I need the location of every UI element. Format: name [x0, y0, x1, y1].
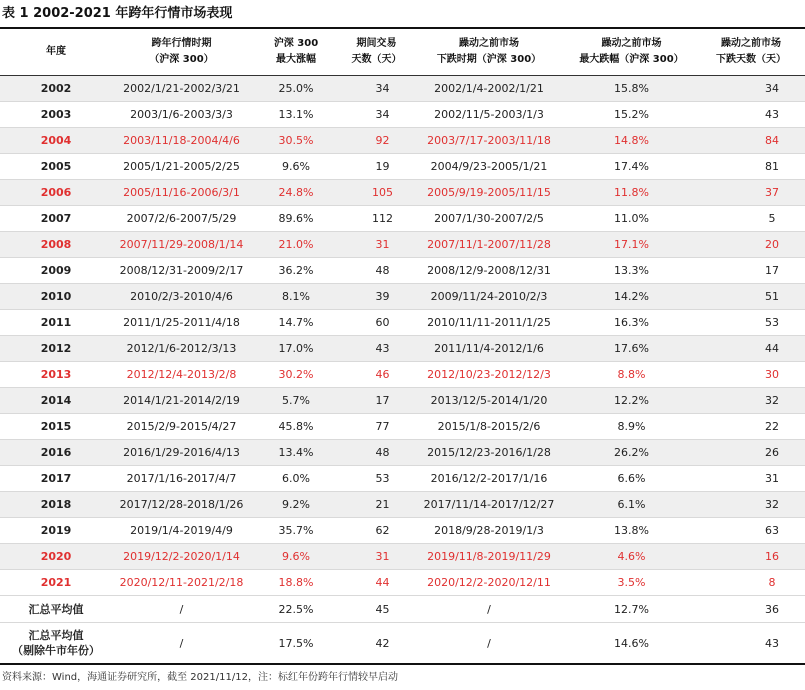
max-drop-cell: 15.2%	[566, 102, 697, 128]
down-days-cell: 63	[697, 518, 805, 544]
max-drop-cell: 17.1%	[566, 232, 697, 258]
table-row	[0, 388, 805, 414]
year-cell: 2012	[0, 336, 112, 362]
header-trading-days: 期间交易 天数（天）	[341, 29, 412, 76]
max-gain-cell: 30.5%	[251, 128, 341, 154]
trading-days-cell: 43	[341, 336, 412, 362]
max-drop-cell: 16.3%	[566, 310, 697, 336]
year-cell: 2007	[0, 206, 112, 232]
down-period-cell: /	[412, 623, 566, 665]
trading-days-cell: 21	[341, 492, 412, 518]
max-gain-cell: 9.2%	[251, 492, 341, 518]
table-row	[0, 180, 805, 206]
trading-days-cell: 53	[341, 466, 412, 492]
max-gain-cell: 30.2%	[251, 362, 341, 388]
max-drop-cell: 17.4%	[566, 154, 697, 180]
max-drop-cell: 15.8%	[566, 76, 697, 102]
max-drop-cell: 26.2%	[566, 440, 697, 466]
max-drop-cell: 14.8%	[566, 128, 697, 154]
year-cell: 2009	[0, 258, 112, 284]
trading-days-cell: 34	[341, 76, 412, 102]
max-gain-cell: 17.5%	[251, 623, 341, 665]
max-drop-cell: 12.2%	[566, 388, 697, 414]
summary-label	[0, 596, 112, 623]
year-cell: 2003	[0, 102, 112, 128]
max-drop-cell: 13.8%	[566, 518, 697, 544]
source-note: 资料来源：Wind，海通证券研究所，截至 2021/11/12，注：标红年份跨年行情较早启动	[2, 672, 398, 683]
table-row	[0, 518, 805, 544]
rally-period-cell: 2007/2/6-2007/5/29	[112, 206, 251, 232]
summary-row	[0, 596, 805, 623]
year-cell: 2010	[0, 284, 112, 310]
table-row	[0, 76, 805, 102]
table-row	[0, 154, 805, 180]
max-gain-cell: 45.8%	[251, 414, 341, 440]
down-period-cell: 2009/11/24-2010/2/3	[412, 284, 566, 310]
down-days-cell: 43	[697, 102, 805, 128]
max-gain-cell: 9.6%	[251, 154, 341, 180]
year-cell: 2015	[0, 414, 112, 440]
down-period-cell: 2002/11/5-2003/1/3	[412, 102, 566, 128]
down-days-cell: 37	[697, 180, 805, 206]
max-gain-cell: 8.1%	[251, 284, 341, 310]
summary-label-line1: 汇总平均值	[28, 629, 84, 642]
max-drop-cell: 14.2%	[566, 284, 697, 310]
table-title: 表 1 2002-2021 年跨年行情市场表现	[2, 6, 233, 21]
trading-days-cell: 45	[341, 596, 412, 623]
rally-period-cell: 2005/11/16-2006/3/1	[112, 180, 251, 206]
down-period-cell: 2010/11/11-2011/1/25	[412, 310, 566, 336]
table-row	[0, 440, 805, 466]
trading-days-cell: 17	[341, 388, 412, 414]
max-gain-cell: 18.8%	[251, 570, 341, 596]
rally-period-cell: 2012/1/6-2012/3/13	[112, 336, 251, 362]
max-gain-cell: 17.0%	[251, 336, 341, 362]
down-period-cell: 2005/9/19-2005/11/15	[412, 180, 566, 206]
rally-period-cell: 2003/1/6-2003/3/3	[112, 102, 251, 128]
rally-period-cell: 2002/1/21-2002/3/21	[112, 76, 251, 102]
year-cell: 2018	[0, 492, 112, 518]
rally-period-cell: 2012/12/4-2013/2/8	[112, 362, 251, 388]
table-row	[0, 128, 805, 154]
down-days-cell: 84	[697, 128, 805, 154]
trading-days-cell: 42	[341, 623, 412, 665]
trading-days-cell: 31	[341, 232, 412, 258]
table-row	[0, 414, 805, 440]
rally-period-cell: /	[112, 596, 251, 623]
rally-period-cell: 2019/12/2-2020/1/14	[112, 544, 251, 570]
down-period-cell: 2007/11/1-2007/11/28	[412, 232, 566, 258]
rally-period-cell: 2010/2/3-2010/4/6	[112, 284, 251, 310]
summary-label-line2: （剔除牛市年份）	[12, 644, 100, 657]
trading-days-cell: 34	[341, 102, 412, 128]
header-year: 年度	[0, 29, 112, 76]
year-cell: 2014	[0, 388, 112, 414]
down-days-cell: 22	[697, 414, 805, 440]
market-performance-table	[0, 29, 805, 665]
down-days-cell: 26	[697, 440, 805, 466]
down-days-cell: 32	[697, 388, 805, 414]
max-gain-cell: 22.5%	[251, 596, 341, 623]
max-drop-cell: 3.5%	[566, 570, 697, 596]
max-gain-cell: 9.6%	[251, 544, 341, 570]
down-period-cell: 2012/10/23-2012/12/3	[412, 362, 566, 388]
year-cell: 2013	[0, 362, 112, 388]
table-row	[0, 336, 805, 362]
down-days-cell: 5	[697, 206, 805, 232]
rally-period-cell: 2003/11/18-2004/4/6	[112, 128, 251, 154]
table-row	[0, 492, 805, 518]
max-drop-cell: 14.6%	[566, 623, 697, 665]
rally-period-cell: 2007/11/29-2008/1/14	[112, 232, 251, 258]
max-gain-cell: 13.4%	[251, 440, 341, 466]
rally-period-cell: 2014/1/21-2014/2/19	[112, 388, 251, 414]
table-row	[0, 258, 805, 284]
down-period-cell: 2020/12/2-2020/12/11	[412, 570, 566, 596]
down-days-cell: 32	[697, 492, 805, 518]
year-cell: 2019	[0, 518, 112, 544]
summary-label	[0, 623, 112, 665]
trading-days-cell: 31	[341, 544, 412, 570]
rally-period-cell: 2017/1/16-2017/4/7	[112, 466, 251, 492]
down-days-cell: 31	[697, 466, 805, 492]
down-period-cell: 2007/1/30-2007/2/5	[412, 206, 566, 232]
down-period-cell: 2017/11/14-2017/12/27	[412, 492, 566, 518]
trading-days-cell: 62	[341, 518, 412, 544]
down-days-cell: 17	[697, 258, 805, 284]
down-period-cell: 2015/12/23-2016/1/28	[412, 440, 566, 466]
down-days-cell: 8	[697, 570, 805, 596]
year-cell: 2006	[0, 180, 112, 206]
header-down-period: 躁动之前市场 下跌时期（沪深 300）	[412, 29, 566, 76]
year-cell: 2011	[0, 310, 112, 336]
down-days-cell: 20	[697, 232, 805, 258]
max-gain-cell: 21.0%	[251, 232, 341, 258]
header-period: 跨年行情时期 （沪深 300）	[112, 29, 251, 76]
down-days-cell: 44	[697, 336, 805, 362]
year-cell: 2021	[0, 570, 112, 596]
down-days-cell: 34	[697, 76, 805, 102]
table-row	[0, 544, 805, 570]
down-days-cell: 81	[697, 154, 805, 180]
table-row	[0, 310, 805, 336]
trading-days-cell: 105	[341, 180, 412, 206]
max-gain-cell: 24.8%	[251, 180, 341, 206]
year-cell: 2020	[0, 544, 112, 570]
year-cell: 2017	[0, 466, 112, 492]
max-gain-cell: 5.7%	[251, 388, 341, 414]
trading-days-cell: 48	[341, 440, 412, 466]
down-period-cell: /	[412, 596, 566, 623]
rally-period-cell: 2016/1/29-2016/4/13	[112, 440, 251, 466]
down-period-cell: 2019/11/8-2019/11/29	[412, 544, 566, 570]
down-period-cell: 2018/9/28-2019/1/3	[412, 518, 566, 544]
trading-days-cell: 92	[341, 128, 412, 154]
down-days-cell: 36	[697, 596, 805, 623]
header-max-gain: 沪深 300 最大涨幅	[251, 29, 341, 76]
down-days-cell: 30	[697, 362, 805, 388]
max-drop-cell: 4.6%	[566, 544, 697, 570]
year-cell: 2002	[0, 76, 112, 102]
max-drop-cell: 12.7%	[566, 596, 697, 623]
down-period-cell: 2003/7/17-2003/11/18	[412, 128, 566, 154]
max-gain-cell: 13.1%	[251, 102, 341, 128]
down-period-cell: 2016/12/2-2017/1/16	[412, 466, 566, 492]
trading-days-cell: 39	[341, 284, 412, 310]
year-cell: 2016	[0, 440, 112, 466]
max-gain-cell: 14.7%	[251, 310, 341, 336]
max-drop-cell: 6.1%	[566, 492, 697, 518]
trading-days-cell: 48	[341, 258, 412, 284]
table-row	[0, 466, 805, 492]
header-max-drop: 躁动之前市场 最大跌幅（沪深 300）	[566, 29, 697, 76]
down-days-cell: 51	[697, 284, 805, 310]
table-row	[0, 102, 805, 128]
max-gain-cell: 36.2%	[251, 258, 341, 284]
max-gain-cell: 35.7%	[251, 518, 341, 544]
max-drop-cell: 8.8%	[566, 362, 697, 388]
trading-days-cell: 44	[341, 570, 412, 596]
rally-period-cell: 2017/12/28-2018/1/26	[112, 492, 251, 518]
rally-period-cell: 2008/12/31-2009/2/17	[112, 258, 251, 284]
summary-row	[0, 623, 805, 665]
down-days-cell: 53	[697, 310, 805, 336]
down-period-cell: 2011/11/4-2012/1/6	[412, 336, 566, 362]
down-period-cell: 2013/12/5-2014/1/20	[412, 388, 566, 414]
table-row	[0, 570, 805, 596]
header-row	[0, 29, 805, 76]
table-body	[0, 76, 805, 665]
max-gain-cell: 6.0%	[251, 466, 341, 492]
rally-period-cell: 2005/1/21-2005/2/25	[112, 154, 251, 180]
rally-period-cell: 2011/1/25-2011/4/18	[112, 310, 251, 336]
rally-period-cell: /	[112, 623, 251, 665]
year-cell: 2005	[0, 154, 112, 180]
table-row	[0, 232, 805, 258]
trading-days-cell: 77	[341, 414, 412, 440]
rally-period-cell: 2020/12/11-2021/2/18	[112, 570, 251, 596]
max-drop-cell: 13.3%	[566, 258, 697, 284]
max-drop-cell: 6.6%	[566, 466, 697, 492]
trading-days-cell: 60	[341, 310, 412, 336]
table-row	[0, 206, 805, 232]
table-row	[0, 284, 805, 310]
rally-period-cell: 2019/1/4-2019/4/9	[112, 518, 251, 544]
down-period-cell: 2008/12/9-2008/12/31	[412, 258, 566, 284]
header-down-days: 躁动之前市场 下跌天数（天）	[697, 29, 805, 76]
max-drop-cell: 8.9%	[566, 414, 697, 440]
max-gain-cell: 25.0%	[251, 76, 341, 102]
year-cell: 2004	[0, 128, 112, 154]
down-days-cell: 16	[697, 544, 805, 570]
down-period-cell: 2015/1/8-2015/2/6	[412, 414, 566, 440]
max-drop-cell: 11.8%	[566, 180, 697, 206]
trading-days-cell: 112	[341, 206, 412, 232]
max-drop-cell: 11.0%	[566, 206, 697, 232]
table-row	[0, 362, 805, 388]
down-period-cell: 2002/1/4-2002/1/21	[412, 76, 566, 102]
summary-label-line1: 汇总平均值	[28, 602, 84, 616]
max-drop-cell: 17.6%	[566, 336, 697, 362]
max-gain-cell: 89.6%	[251, 206, 341, 232]
trading-days-cell: 46	[341, 362, 412, 388]
down-days-cell: 43	[697, 623, 805, 665]
rally-period-cell: 2015/2/9-2015/4/27	[112, 414, 251, 440]
year-cell: 2008	[0, 232, 112, 258]
trading-days-cell: 19	[341, 154, 412, 180]
down-period-cell: 2004/9/23-2005/1/21	[412, 154, 566, 180]
